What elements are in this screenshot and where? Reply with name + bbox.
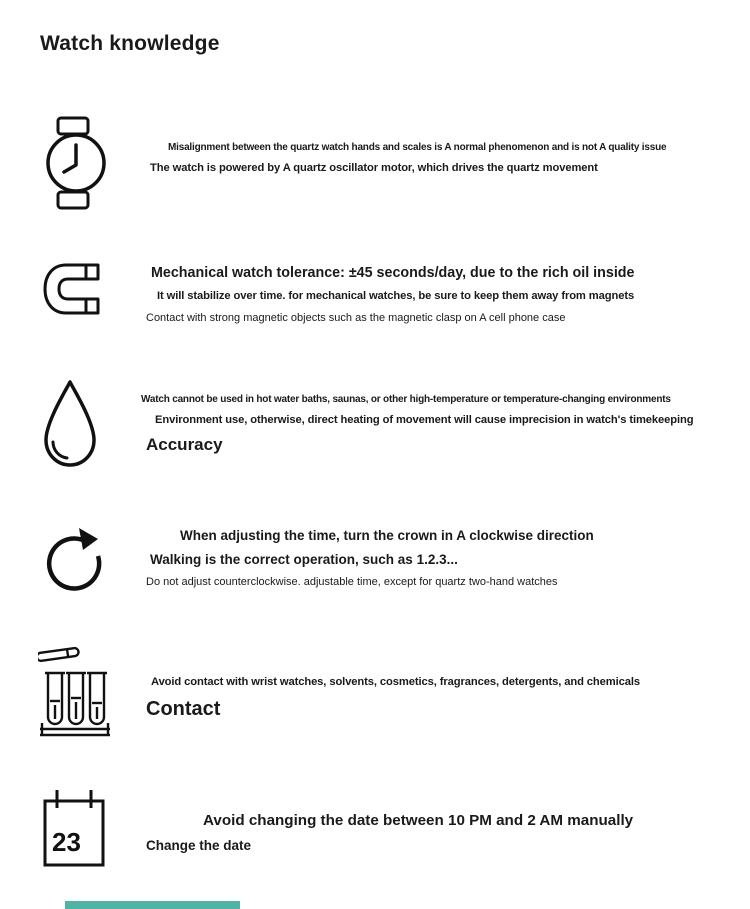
item-text-line: Do not adjust counterclockwise. adjustable time, except for quartz two-hand watches xyxy=(146,576,558,589)
item-text-line: Watch cannot be used in hot water baths, saunas, or other high-temperature or temperature-changing environments xyxy=(141,394,671,405)
item-text-line: Contact with strong magnetic objects such as the magnetic clasp on A cell phone case xyxy=(146,311,566,324)
water-drop-icon xyxy=(40,378,100,470)
page-title: Watch knowledge xyxy=(40,32,220,55)
item-heading-accuracy: Accuracy xyxy=(146,435,223,455)
test-tubes-icon xyxy=(38,643,112,739)
clockwise-arrow-icon xyxy=(42,523,106,595)
calendar-icon xyxy=(42,788,106,870)
watch-icon xyxy=(45,115,107,211)
icon-box xyxy=(42,523,106,595)
icon-box xyxy=(40,378,100,470)
item-text-line: It will stabilize over time. for mechanical watches, be sure to keep them away from magnets xyxy=(157,290,635,303)
icon-box xyxy=(42,788,106,870)
item-text-line: Avoid contact with wrist watches, solvents, cosmetics, fragrances, detergents, and chemicals xyxy=(151,676,641,688)
calendar-day: 23 xyxy=(52,827,81,857)
item-text-line: Change the date xyxy=(146,838,252,854)
item-text-line: Avoid changing the date between 10 PM and 2 AM manually xyxy=(203,812,634,829)
item-text-line: The watch is powered by A quartz oscillator motor, which drives the quartz movement xyxy=(150,162,598,174)
icon-box xyxy=(45,115,107,211)
item-text-line: Mechanical watch tolerance: ±45 seconds/day, due to the rich oil inside xyxy=(151,265,635,281)
item-text-line: When adjusting the time, turn the crown in A clockwise direction xyxy=(180,528,594,543)
item-text-line: Misalignment between the quartz watch hands and scales is A normal phenomenon and is not A quality issue xyxy=(168,142,667,153)
item-text-line: Walking is the correct operation, such as 1.2.3... xyxy=(150,552,458,568)
icon-box xyxy=(42,262,100,316)
partial-bottom-accent-bar xyxy=(65,901,240,909)
item-heading-contact: Contact xyxy=(146,698,221,721)
icon-box xyxy=(38,643,112,739)
item-text-line: Environment use, otherwise, direct heating of movement will cause imprecision in watch's timekeeping xyxy=(155,414,694,426)
magnet-icon xyxy=(42,262,100,316)
